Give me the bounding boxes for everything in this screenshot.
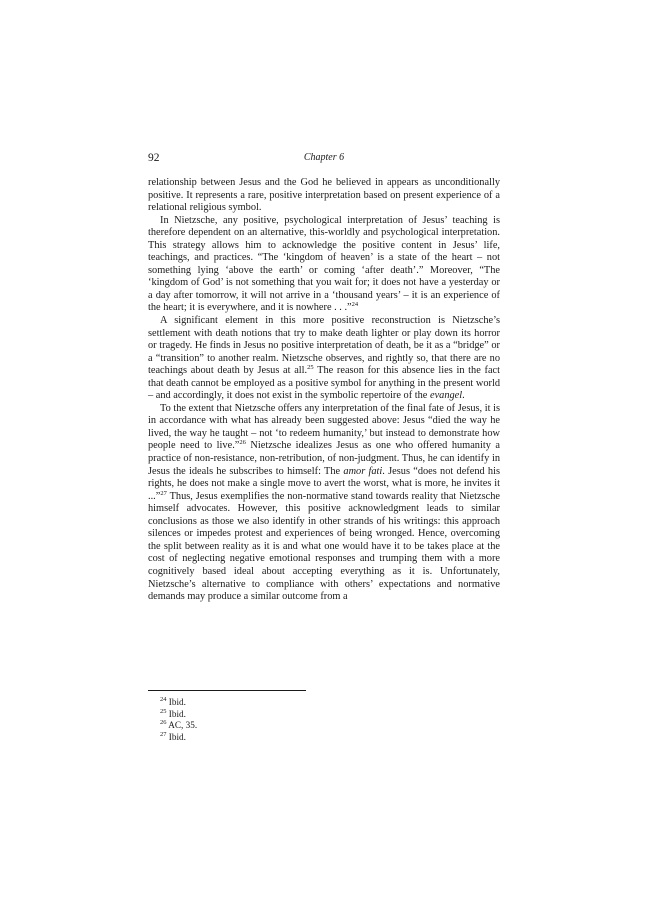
footnote-number: 26	[160, 719, 167, 727]
body-text	[148, 177, 500, 604]
paragraph-text: The reason for this absence lies in the fact that death cannot be employed as a positive symbol for anything in the present world – and accordingly, it does not exist in the symbolic repertoire of the	[148, 365, 500, 402]
italic-term: amor fati	[343, 465, 383, 477]
running-header	[148, 151, 500, 165]
footnote-ref: 24	[351, 301, 359, 309]
footnote-divider	[148, 690, 306, 691]
footnote-ref: 25	[307, 364, 314, 372]
footnote-number: 25	[160, 707, 167, 715]
footnote	[160, 732, 500, 744]
paragraph	[148, 315, 500, 403]
paragraph	[148, 403, 500, 604]
chapter-title: Chapter 6	[303, 152, 345, 163]
footnotes	[160, 697, 500, 744]
footnote-text: AC, 35.	[166, 720, 198, 731]
paragraph-text: In Nietzsche, any positive, psychological interpretation of Jesus’ teaching is therefore dependent on an alternative, this-worldly and psychological interpretation. This strategy allows him to acknowledge the positive content in Jesus’ life, teachings, and practices. “The ‘kingdom of heaven’ is a state of the heart – not something lying ‘above the earth’ or coming ‘after death’.” Moreover, “The ‘kingdom of God’ is not something that you wait for; it does not have a yesterday or a day after tomorrow, it will not arrive in a ‘thousand years’ – it is an experience of the heart; it is everywhere, and it is nowhere . . .”	[148, 214, 500, 314]
paragraph-text: Thus, Jesus exemplifies the non-normative stand towards reality that Nietzsche himself advocates. However, this positive acknowledgment leads to similar conclusions as those we also identify in other strands of his writings: this approach silences or impedes protest and experiences of being wronged. Hence, overcoming the split between reality as it is and what one would have it to be takes place at the cost of neglecting negative emotional responses and trumping them with a more cognitively based ideal about accepting everything as it is. Unfortunately, Nietzsche’s alternative to compliance with others’ expectations and normative demands may produce a similar outcome from a	[148, 490, 500, 603]
footnote-ref: 27	[160, 489, 167, 497]
paragraph-text: To the extent that Nietzsche offers any interpretation of the final fate of Jesus, it is in accordance with what has already been suggested above: Jesus “died the way he lived, the way he taught – not ‘to redeem humanity,’ but instead to demonstrate how people need to live.”	[148, 402, 500, 452]
footnote-number: 27	[160, 731, 167, 739]
footnote	[160, 720, 500, 732]
paragraph-text: Nietzsche idealizes Jesus as one who offered humanity a practice of non-resistance, non-retribution, of non-judgment. Thus, he can identify in Jesus the ideals he subscribes to himself: The	[148, 440, 500, 477]
page-number: 92	[148, 152, 160, 164]
footnote	[160, 709, 500, 721]
paragraph-text: A significant element in this more positive reconstruction is Nietzsche’s settlement with death notions that try to make death lighter or play down its horror or tragedy. He finds in Jesus no positive interpretation of death, be it as a “bridge” or a “transition” to another realm. Nietzsche observes, and rightly so, that there are no teachings about death by Jesus at all.	[148, 315, 500, 377]
footnote-text: Ibid.	[166, 732, 186, 743]
paragraph	[148, 215, 500, 315]
paragraph-continued	[148, 177, 500, 215]
footnote-number: 24	[160, 696, 167, 703]
italic-term: evangel	[429, 390, 463, 402]
footnote-text: Ibid.	[166, 708, 186, 719]
paragraph-text: . Jesus “does not defend his rights, he does not make a single move to avert the worst, what is more, he invites it ...”	[148, 465, 501, 502]
footnote	[160, 697, 500, 709]
footnote-ref: 26	[239, 439, 246, 447]
paragraph-text: relationship between Jesus and the God he believed in appears as unconditionally positive. It represents a rare, positive interpretation based on present experience of a relational religious symbol.	[148, 177, 500, 214]
footnote-text: Ibid.	[166, 697, 186, 707]
paragraph-text: .	[462, 390, 465, 402]
